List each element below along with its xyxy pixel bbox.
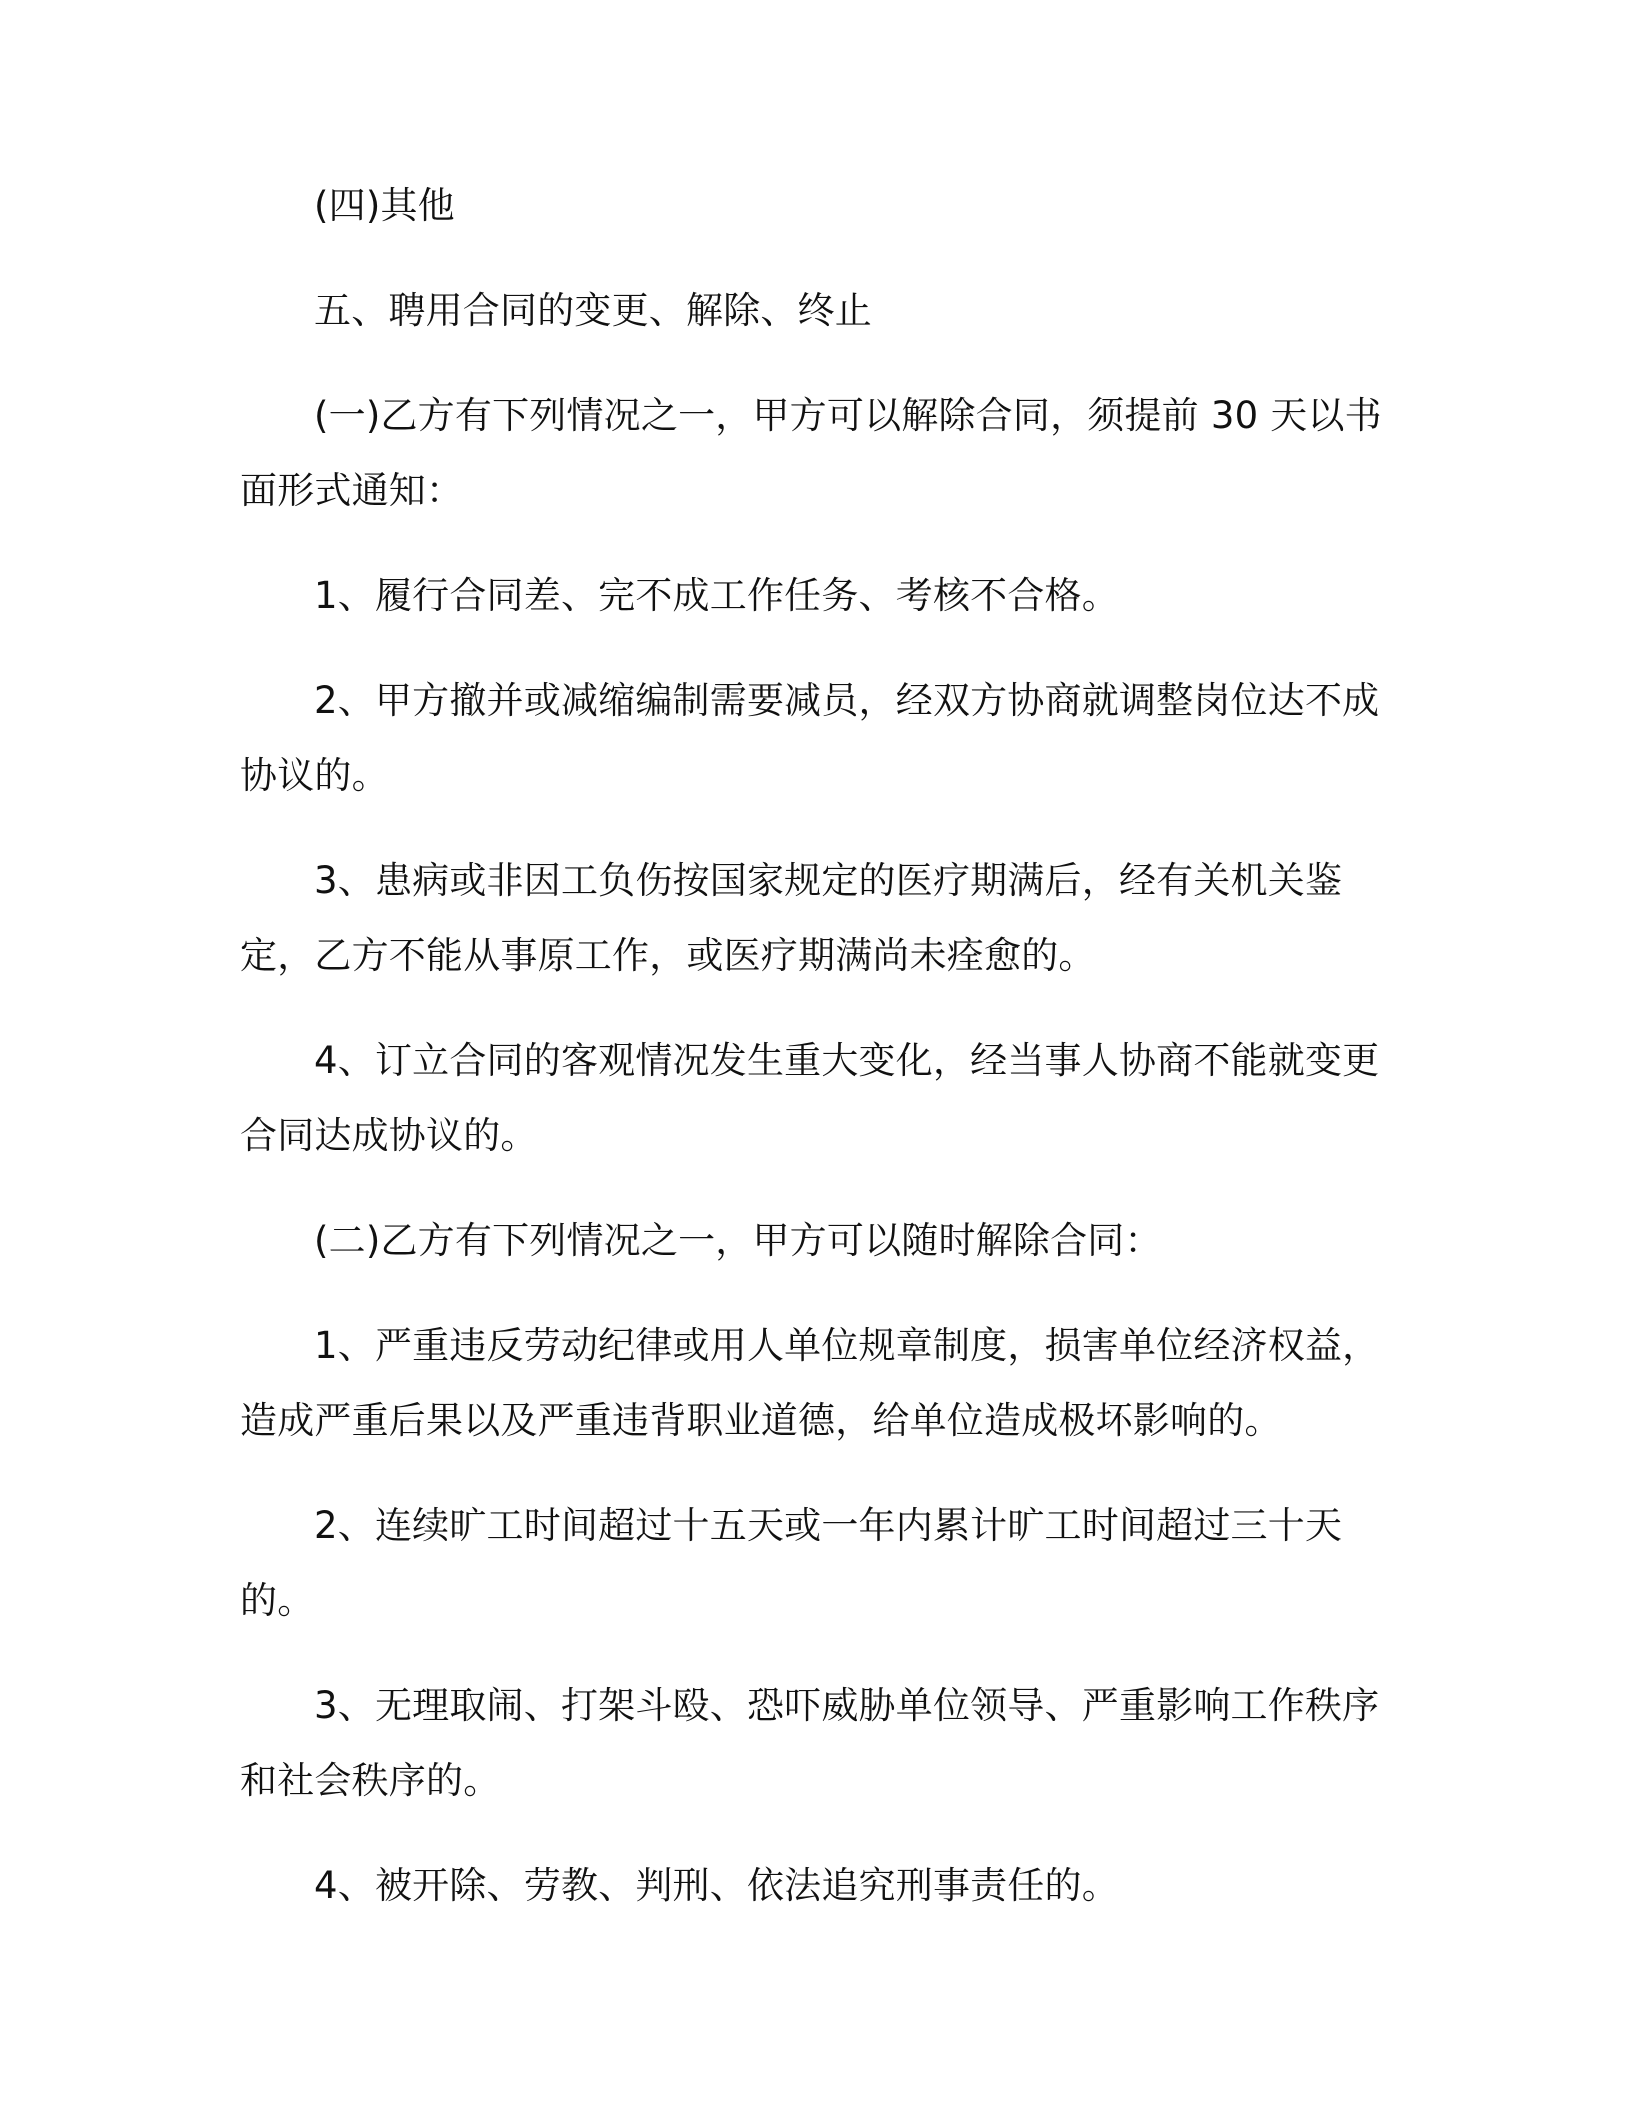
- clause-item: 1、履行合同差、完不成工作任务、考核不合格。: [314, 574, 1119, 617]
- clause-item: 4、被开除、劳教、判刑、依法追究刑事责任的。: [314, 1864, 1119, 1907]
- clause-item: 3、无理取闹、打架斗殴、恐吓威胁单位领导、严重影响工作秩序和社会秩序的。: [240, 1684, 1380, 1802]
- clause-item: 2、甲方撤并或减缩编制需要减员，经双方协商就调整岗位达不成协议的。: [240, 679, 1380, 797]
- clause-heading-notice-termination: (一)乙方有下列情况之一，甲方可以解除合同，须提前 30 天以书面形式通知：: [240, 394, 1382, 512]
- clause-item: 4、订立合同的客观情况发生重大变化，经当事人协商不能就变更合同达成协议的。: [240, 1039, 1380, 1157]
- clause-heading-immediate-termination: (二)乙方有下列情况之一，甲方可以随时解除合同：: [314, 1219, 1162, 1262]
- document-body: [240, 168, 1392, 1953]
- section-heading-other: (四)其他: [314, 184, 455, 227]
- clause-item: 1、严重违反劳动纪律或用人单位规章制度，损害单位经济权益，造成严重后果以及严重违背职业道德，给单位造成极坏影响的。: [240, 1324, 1380, 1442]
- section-heading-contract-change: 五、聘用合同的变更、解除、终止: [314, 289, 872, 332]
- clause-item: 2、连续旷工时间超过十五天或一年内累计旷工时间超过三十天的。: [240, 1504, 1343, 1622]
- clause-item: 3、患病或非因工负伤按国家规定的医疗期满后，经有关机关鉴定，乙方不能从事原工作，或医疗期满尚未痊愈的。: [240, 859, 1343, 977]
